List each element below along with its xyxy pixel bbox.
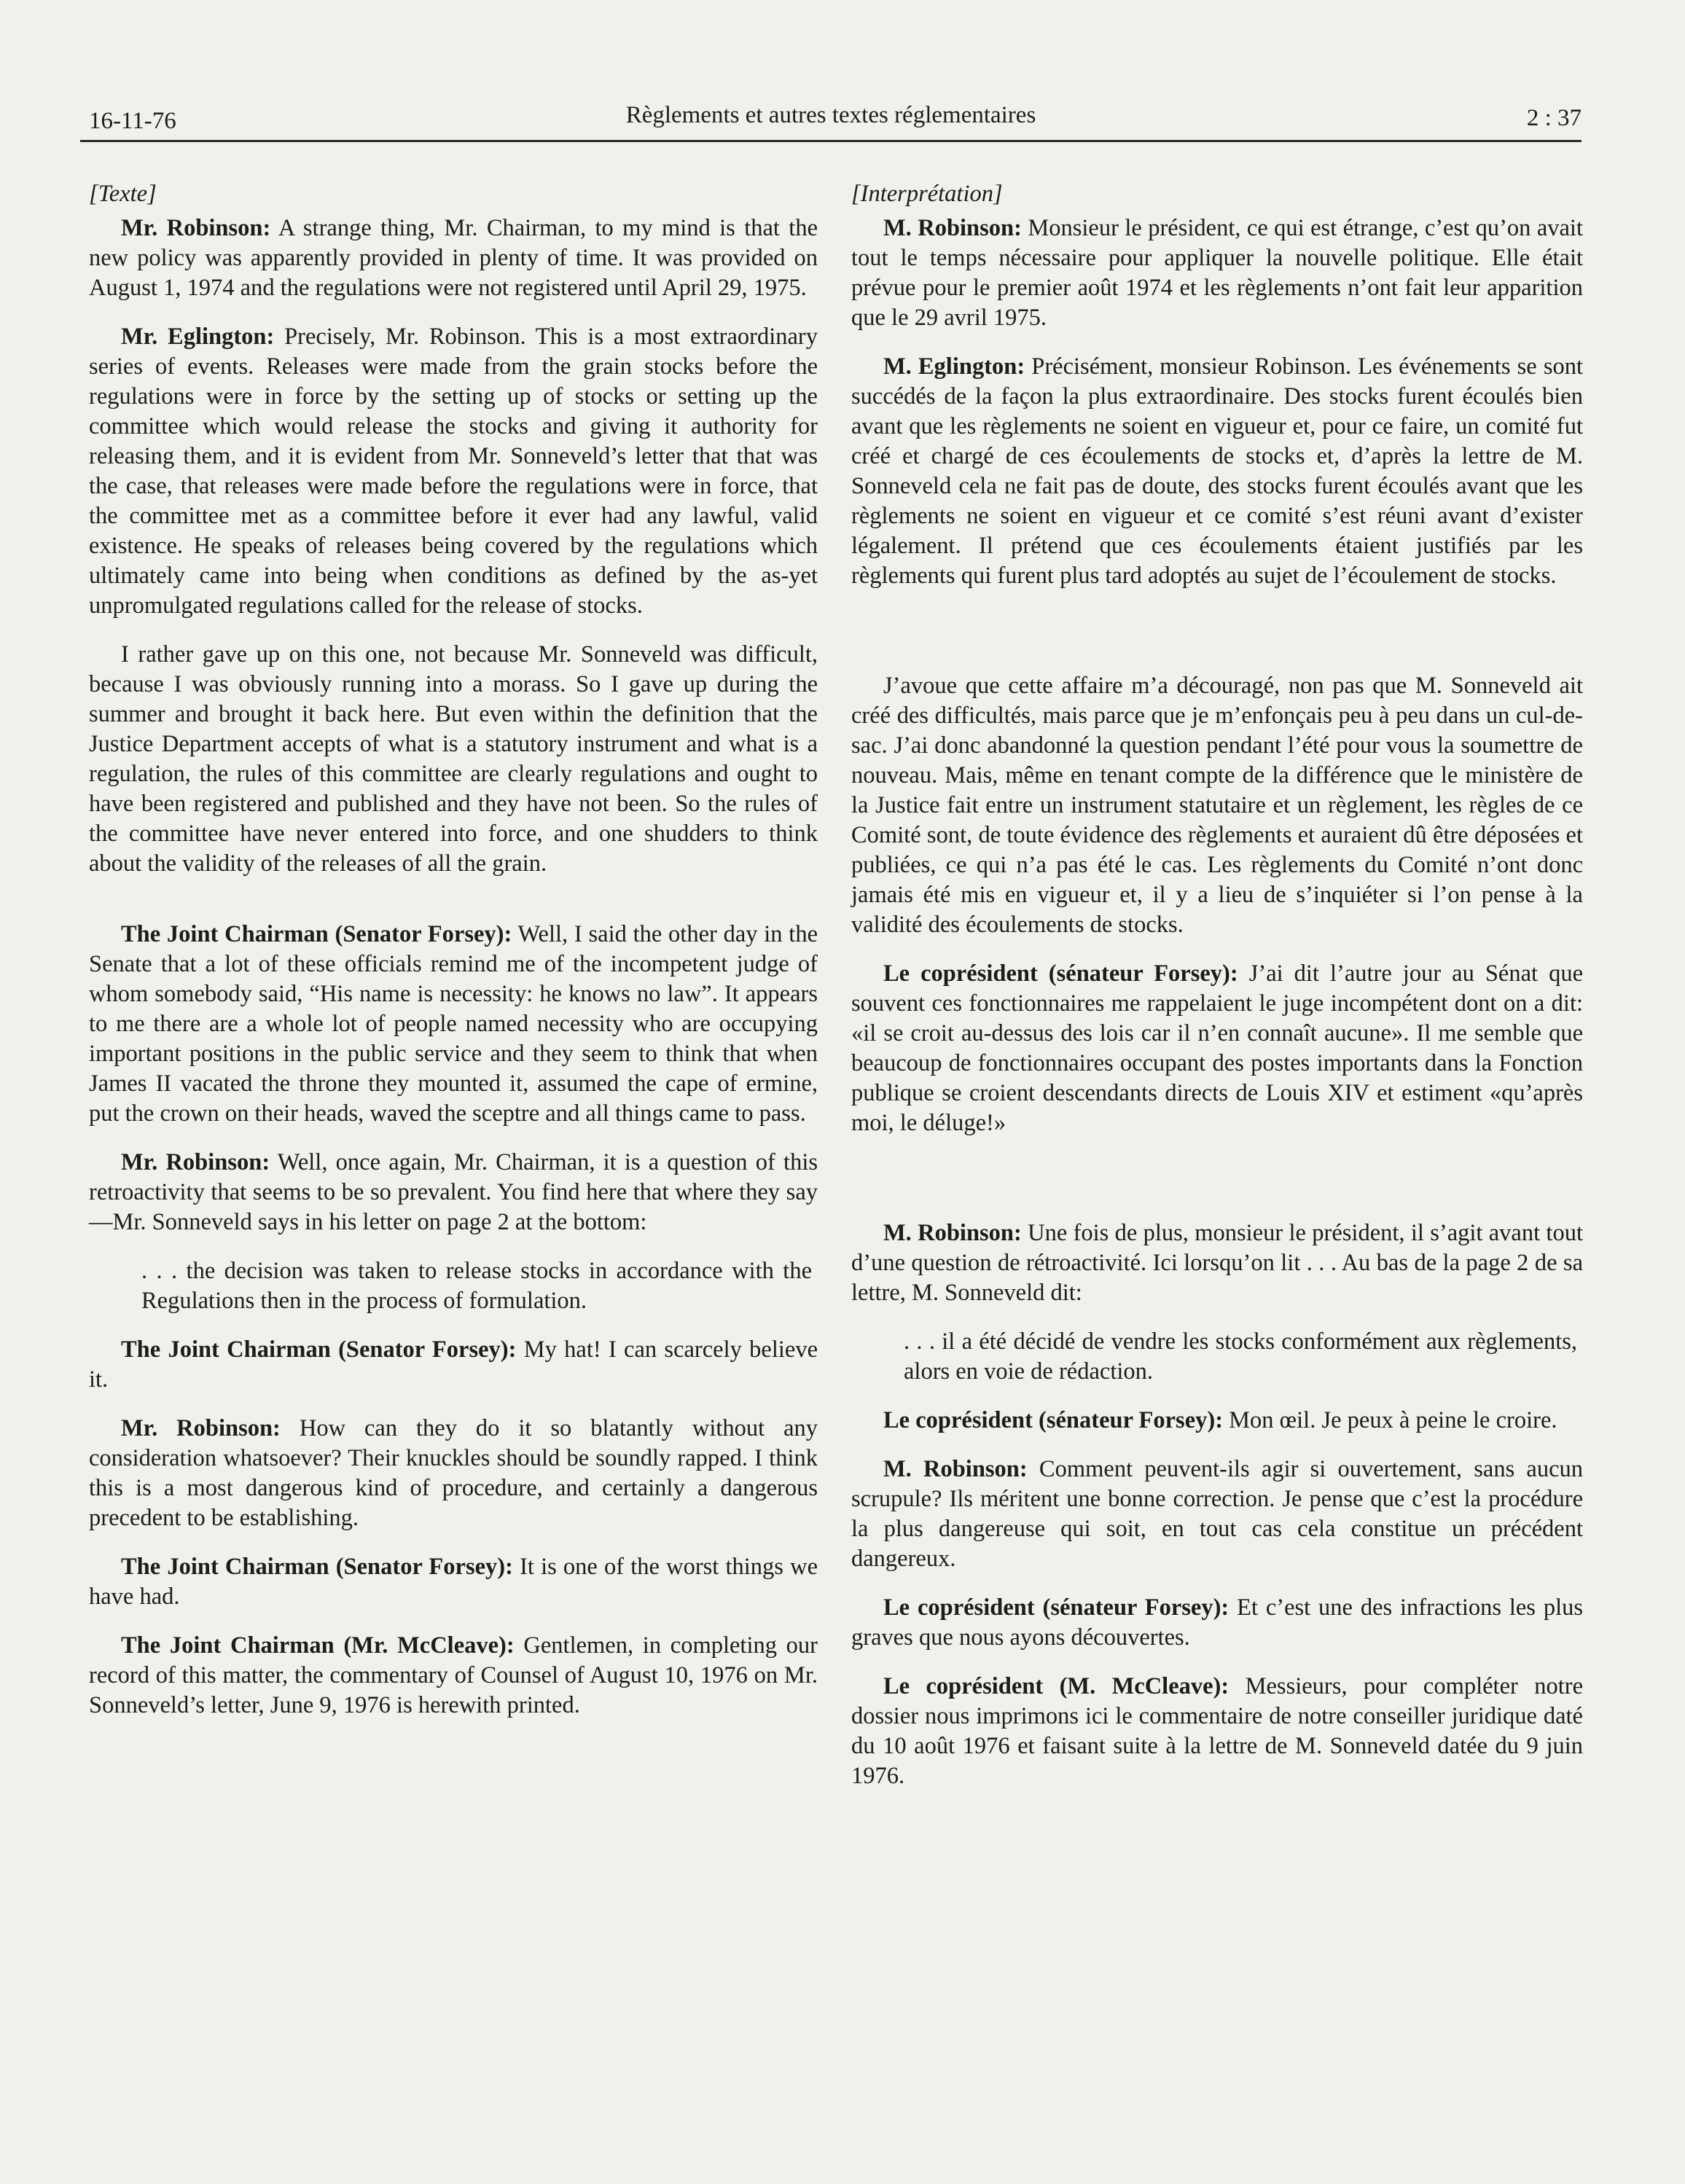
speaker-name: The Joint Chairman (Senator Forsey):	[121, 1336, 517, 1363]
speaker-name: M. Robinson:	[883, 215, 1022, 241]
english-column	[89, 179, 818, 1739]
paragraph	[851, 352, 1583, 591]
paragraph	[89, 214, 818, 303]
paragraph	[851, 959, 1583, 1138]
paragraph-text: Comment peuvent-ils agir si ouvertement, sans aucun scrupule? Ils méritent une bonne correction. Je pense que c’est la procédure la plus dangereuse qui soit, en tout cas cela constitue un précédent dangereux.	[851, 1456, 1584, 1572]
paragraph	[89, 322, 818, 621]
header-rule	[80, 140, 1582, 142]
paragraph	[89, 1631, 818, 1721]
paragraph	[851, 214, 1583, 333]
speaker-name: Le coprésident (sénateur Forsey):	[883, 1407, 1224, 1433]
paragraph	[89, 1414, 818, 1533]
speaker-name: M. Robinson:	[883, 1456, 1028, 1482]
paragraph-text: Monsieur le président, ce qui est étrange, c’est qu’on avait tout le temps nécessaire pour appliquer la nouvelle politique. Elle était prévue pour le premier août 1974 et les règlements n’ont fait leur apparition que le 29 avril 1975.	[851, 215, 1583, 331]
paragraph-text: Gentlemen, in completing our record of this matter, the commentary of Counsel of August 10, 1976 on Mr. Sonneveld’s letter, June 9, 1976 is herewith printed.	[89, 1632, 818, 1718]
paragraph	[851, 671, 1583, 940]
paragraph-text: J’avoue que cette affaire m’a découragé, non pas que M. Sonneveld ait créé des difficultés, mais parce que je m’enfonçais peu à peu dans un cul-de-sac. J’ai donc abandonné la question pendant l’été pour vous la soumettre de nouveau. Mais, même en tenant compte de la différence que le ministère de la Justice fait entre un instrument statutaire et un règlement, les règles de ce Comité sont, de toute évidence des règlements et auraient dû être déposées et publiées, ce qui n’a pas été le cas. Les règlements du Comité n’ont donc jamais été mis en vigueur et, il y a lieu de s’inquiéter si l’on pense à la validité des écoulements de stocks.	[851, 673, 1583, 938]
paragraph-text: I rather gave up on this one, not because Mr. Sonneveld was difficult, because I was obviously running into a morass. So I gave up during the summer and brought it back here. But even within the definition that the Justice Department accepts of what is a statutory instrument and what is a regulation, the rules of this committee are clearly regulations and ought to have been registered and published and they have not been. So the rules of the committee have never entered into force, and one shudders to think about the validity of the releases of all the grain.	[89, 641, 818, 877]
paragraph	[89, 1335, 818, 1395]
paragraph-text: Precisely, Mr. Robinson. This is a most extraordinary series of events. Releases were made from the grain stocks before the regulations were in force by the setting up of stocks or setting up the committee which would release the stocks and giving it authority for releasing them, and it is evident from Mr. Sonneveld’s letter that that was the case, that releases were made before the regulations were in force, that the committee met as a committee before it ever had any lawful, valid existence. He speaks of releases being covered by the regulations which ultimately came into being when conditions as defined by the as-yet unpromulgated regulations called for the release of stocks.	[89, 324, 818, 619]
header-page-number: 2 : 37	[1526, 105, 1582, 131]
paragraph-text: It is one of the worst things we have had.	[89, 1554, 818, 1610]
paragraph-text: Mon œil. Je peux à peine le croire.	[1229, 1407, 1557, 1433]
page-header	[80, 102, 1582, 146]
paragraph-text: Well, once again, Mr. Chairman, it is a question of this retroactivity that seems to be so prevalent. You find here that where they say—Mr. Sonneveld says in his letter on page 2 at the bottom:	[89, 1149, 818, 1235]
paragraph	[89, 1148, 818, 1237]
speaker-name: Mr. Robinson:	[121, 215, 271, 241]
quote-text: . . . il a été décidé de vendre les stocks conformément aux règlements, alors en voie de rédaction.	[904, 1328, 1577, 1385]
speaker-name: Mr. Eglington:	[121, 324, 275, 350]
speaker-name: Le coprésident (M. McCleave):	[883, 1673, 1229, 1699]
paragraph-text: Et c’est une des infractions les plus graves que nous ayons découvertes.	[851, 1594, 1583, 1651]
speaker-name: M. Robinson:	[883, 1220, 1022, 1246]
paragraph	[851, 1672, 1583, 1791]
paragraph-text: Une fois de plus, monsieur le président, il s’agit avant tout d’une question de rétroactivité. Ici lorsqu’on lit . . . Au bas de la page 2 de sa lettre, M. Sonneveld dit:	[851, 1220, 1583, 1306]
speaker-name: Le coprésident (sénateur Forsey):	[883, 1594, 1229, 1621]
paragraph	[851, 1455, 1583, 1574]
french-column	[851, 179, 1583, 1810]
paragraph	[851, 1406, 1583, 1436]
paragraph	[851, 1218, 1583, 1308]
speaker-name: The Joint Chairman (Senator Forsey):	[121, 921, 512, 947]
section-tag-texte: [Texte]	[89, 181, 157, 207]
section-tag-interpretation: [Interprétation]	[851, 181, 1003, 207]
paragraph	[89, 1552, 818, 1612]
speaker-name: M. Eglington:	[883, 353, 1025, 380]
paragraph-text: Précisément, monsieur Robinson. Les événements se sont succédés de la façon la plus extraordinaire. Des stocks furent écoulés bien avant que les règlements ne soient en vigueur et, pour ce faire, un comité fut créé et chargé de ces écoulements de stocks et, d’après la lettre de M. Sonneveld cela ne fait pas de doute, des stocks furent écoulés avant que les règlements ne soient en vigueur et ce comité s’est réuni avant d’exister légalement. Il prétend que ces écoulements étaient justifiés par les règlements qui furent plus tard adoptés au sujet de l’écoulement de stocks.	[851, 353, 1583, 589]
speaker-name: Mr. Robinson:	[121, 1415, 281, 1441]
paragraph-text: A strange thing, Mr. Chairman, to my mind is that the new policy was apparently provided in plenty of time. It was provided on August 1, 1974 and the regulations were not registered until April 29, 1975.	[89, 215, 818, 301]
block-quote	[141, 1256, 812, 1316]
speaker-name: The Joint Chairman (Mr. McCleave):	[121, 1632, 515, 1659]
paragraph-text: Well, I said the other day in the Senate that a lot of these officials remind me of the incompetent judge of whom somebody said, “His name is necessity: he knows no law”. It appears to me there are a whole lot of people named necessity who are occupying important positions in the public service and they seem to think that when James II vacated the throne they mounted it, assumed the cape of ermine, put the crown on their heads, waved the sceptre and all things came to pass.	[89, 921, 818, 1127]
paragraph-text: How can they do it so blatantly without any consideration whatsoever? Their knuckles should be soundly rapped. I think this is a most dangerous kind of procedure, and certainly a dangerous precedent to be establishing.	[89, 1415, 818, 1531]
block-quote	[904, 1327, 1577, 1387]
paragraph	[89, 920, 818, 1129]
speaker-name: Mr. Robinson:	[121, 1149, 270, 1175]
paragraph	[89, 640, 818, 879]
paragraph-text: Messieurs, pour compléter notre dossier nous imprimons ici le commentaire de notre conseiller juridique daté du 10 août 1976 et faisant suite à la lettre de M. Sonneveld datée du 9 juin 1976.	[851, 1673, 1584, 1789]
header-title: Règlements et autres textes réglementaires	[625, 102, 1036, 128]
speaker-name: Le coprésident (sénateur Forsey):	[883, 960, 1238, 987]
paragraph-text: My hat! I can scarcely believe it.	[89, 1336, 818, 1393]
paragraph	[851, 1593, 1583, 1653]
quote-text: . . . the decision was taken to release stocks in accordance with the Regulations then in the process of formulation.	[141, 1258, 812, 1314]
speaker-name: The Joint Chairman (Senator Forsey):	[121, 1554, 513, 1580]
header-date: 16-11-76	[89, 108, 176, 134]
paragraph-text: J’ai dit l’autre jour au Sénat que souvent ces fonctionnaires me rappelaient le juge incompétent dont on a dit: «il se croit au-dessus des lois car il n’en connaît aucune». Il me semble que beaucoup de fonctionnaires occupant des postes importants dans la Fonction publique se croient descendants directs de Louis XIV et estiment «qu’après moi, le déluge!»	[851, 960, 1583, 1136]
